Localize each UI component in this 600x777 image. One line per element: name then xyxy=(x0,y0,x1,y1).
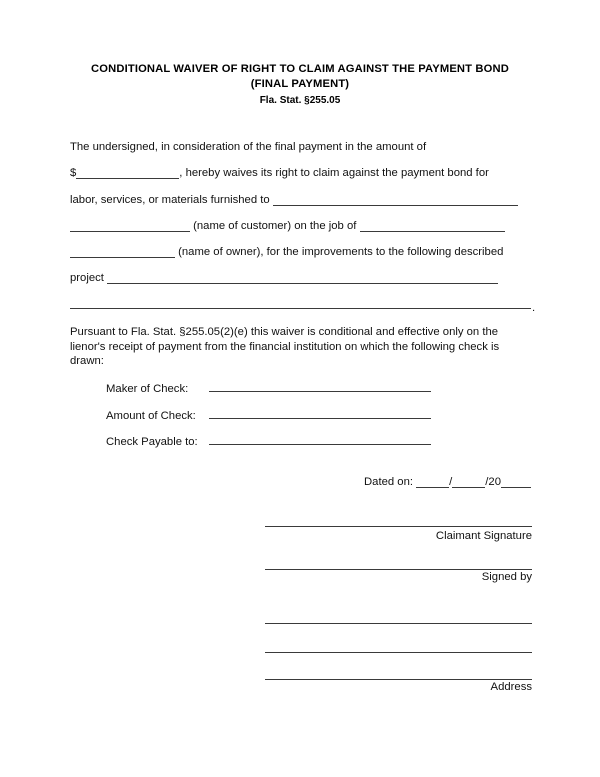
check-payable-to-label: Check Payable to: xyxy=(106,436,198,448)
check-field-row xyxy=(106,380,431,407)
date-year-blank[interactable] xyxy=(501,476,531,488)
amount-of-check-label: Amount of Check: xyxy=(106,409,196,422)
project-period: . xyxy=(532,302,536,314)
owner-improvements-text: (name of owner), for the improvements to the following described xyxy=(175,246,504,259)
body-line-1-text: The undersigned, in consideration of the final payment in the amount of xyxy=(70,141,427,153)
check-field-row xyxy=(106,407,431,434)
page-subtitle: (FINAL PAYMENT) xyxy=(250,78,350,90)
body-line-4 xyxy=(70,213,532,239)
amount-prefix: $ xyxy=(70,167,77,180)
body-line-2 xyxy=(70,160,532,186)
amount-of-check-input[interactable] xyxy=(209,407,431,419)
check-details-list xyxy=(106,380,431,460)
body-line-6 xyxy=(70,265,532,291)
project-blank[interactable] xyxy=(107,272,498,284)
address-label: Address xyxy=(490,681,532,693)
amount-suffix: , hereby waives its right to claim against the payment bond for xyxy=(179,167,489,180)
maker-of-check-label: Maker of Check: xyxy=(106,383,189,395)
furnished-to-prefix: labor, services, or materials furnished to xyxy=(70,193,273,206)
amount-blank[interactable] xyxy=(76,167,179,179)
document-body xyxy=(70,134,532,292)
claimant-signature-line[interactable] xyxy=(265,526,532,527)
date-month-blank[interactable] xyxy=(416,476,449,488)
project-continuation-blank[interactable] xyxy=(70,308,531,309)
customer-job-text: (name of customer) on the job of xyxy=(190,219,360,232)
project-prefix: project xyxy=(70,272,108,285)
customer-name-blank[interactable] xyxy=(70,220,190,232)
body-line-5 xyxy=(70,239,532,265)
check-field-row xyxy=(106,433,431,460)
claimant-signature-label: Claimant Signature xyxy=(435,530,532,542)
signed-by-label: Signed by xyxy=(481,571,532,583)
page-title: CONDITIONAL WAIVER OF RIGHT TO CLAIM AGAINST THE PAYMENT BOND xyxy=(91,63,509,75)
pursuant-paragraph: Pursuant to Fla. Stat. §255.05(2)(e) this waiver is conditional and effective only on the lienor's receipt of payment from the financial institution on which the following check is drawn: xyxy=(70,326,500,368)
body-line-3 xyxy=(70,187,532,213)
dated-on-row xyxy=(364,476,531,488)
date-separator-2: / xyxy=(485,476,489,488)
address-line-2[interactable] xyxy=(265,652,532,653)
body-line-1 xyxy=(70,134,532,160)
job-of-blank[interactable] xyxy=(360,220,505,232)
document-title-block xyxy=(70,62,530,108)
dated-on-label: Dated on: xyxy=(364,476,417,488)
maker-of-check-input[interactable] xyxy=(209,380,431,392)
signed-by-line[interactable] xyxy=(265,569,532,570)
owner-name-blank[interactable] xyxy=(70,246,175,258)
address-line-3[interactable] xyxy=(265,679,532,680)
statute-reference: Fla. Stat. §255.05 xyxy=(259,95,341,106)
date-year-prefix: 20 xyxy=(488,476,501,488)
date-day-blank[interactable] xyxy=(452,476,485,488)
date-separator-1: / xyxy=(449,476,453,488)
furnished-to-blank[interactable] xyxy=(273,194,518,206)
address-line-1[interactable] xyxy=(265,623,532,624)
check-payable-to-input[interactable] xyxy=(209,433,431,445)
